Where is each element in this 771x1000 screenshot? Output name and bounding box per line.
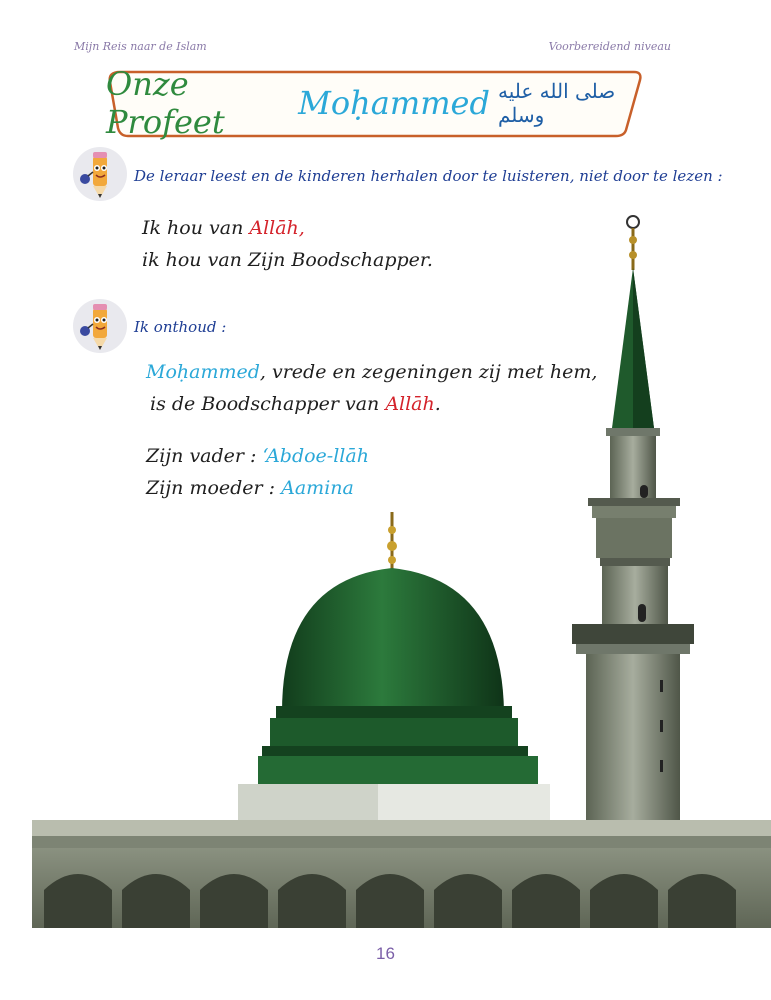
title-part2: Moḥammed [298,84,490,122]
father-name: ‘Abdoe-llāh [262,445,369,467]
verse-line1-allah: Allāh, [249,217,305,239]
statement-line2-a: is de Boodschapper van [150,393,386,415]
title-calligraphy: صلى الله عليه وسلم [497,79,616,127]
mosque-wall [32,820,771,928]
mother-name: Aamina [281,477,354,499]
running-header-left: Mijn Reis naar de Islam [74,40,207,53]
name-mohammed: Moḥammed [146,361,260,383]
minaret [572,216,694,824]
green-dome [238,512,550,824]
page-number: 16 [376,944,395,963]
mother-label: Zijn moeder : [146,477,282,499]
verse-line2: ik hou van Zijn Boodschapper. [142,249,433,271]
title-part1: Onze Profeet [106,65,225,141]
running-header-right: Voorbereidend niveau [548,40,671,53]
statement-line2-end: . [434,393,441,415]
father-label: Zijn vader : [146,445,263,467]
statement-line1-rest: , vrede en zegeningen zij met hem, [259,361,598,383]
statement-allah: Allāh [385,393,435,415]
instruction-remember: Ik onthoud : [134,318,227,336]
instruction-listen: De leraar leest en de kinderen herhalen door te luisteren, niet door te lezen : [134,167,723,185]
verse-line1-a: Ik hou van [142,217,250,239]
